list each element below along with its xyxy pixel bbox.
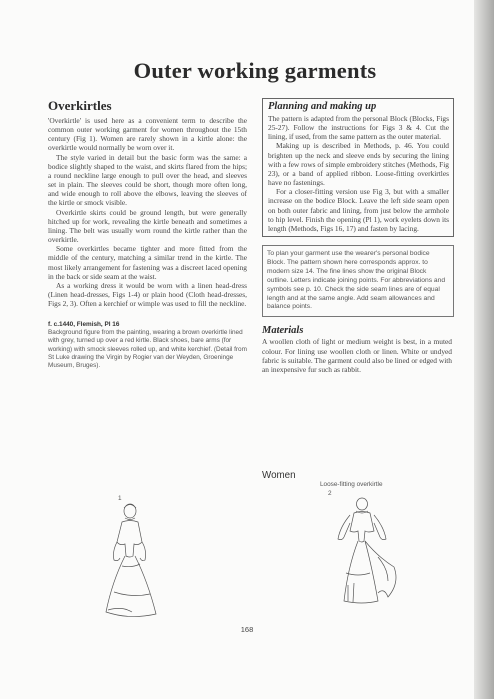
overkirtles-heading: Overkirtles (48, 98, 112, 113)
figure-2-illustration (318, 497, 418, 605)
figure-caption (48, 321, 247, 370)
overkirtles-paragraph: Some overkirtles became tighter and more fitted from the middle of the century, matching a similar trend in the kirtle. The most likely arrangement for fastening was a discreet laced opening in the back or side seam at the waist. (48, 244, 247, 281)
materials-heading: Materials (262, 325, 304, 337)
page-edge-shadow (474, 0, 494, 699)
figure-2-label: Loose-fitting overkirtle (320, 481, 383, 488)
planning-paragraph: For a closer-fitting version use Fig 3, but with a smaller increase on the bodice Block. Leave the left side seam open on both outer fabric and lining, from just below the armhole to hip level. Finish the opening (Pl 1), work eyelets down its length (Methods, Figs 16, 17) and fasten by lacing. (268, 187, 449, 233)
materials-text: A woollen cloth of light or medium weight is best, in a muted colour. For lining use woollen cloth or linen. White or undyed fabric is suitable. The garment could also be lined or edged with an inexpensive fur such as rabbit. (262, 337, 452, 374)
caption-title: f. c.1440, Flemish, Pl 16 (48, 321, 120, 329)
page-title: Outer working garments (133, 58, 377, 83)
planning-box (262, 98, 454, 237)
left-column (48, 98, 247, 370)
overkirtles-paragraph: Overkirtle skirts could be ground length, but were generally hitched up for work, revealing the kirtle beneath and sometimes a lining. The belt was usually worn round the kirtle rather than the overkirtle. (48, 207, 247, 245)
overkirtles-paragraph: 'Overkirtle' is used here as a convenient term to describe the common outer working garment for women throughout the 15th century (Fig 1). Women are rarely shown in a kirtle alone: the overkirtle would normally be worn over it. (48, 116, 247, 153)
overkirtles-paragraph: The style varied in detail but the basic form was the same: a bodice slightly shaped to the waist, and skirts flared from the hips; a round neckline large enough to pull over the head, and sleeves set in plain. The sleeves could be short, though more often long, and wide enough to roll above the elbows, leaving the sleeves of the kirtle or smock visible. (48, 152, 247, 208)
planning-paragraph: The pattern is adapted from the personal Block (Blocks, Figs 25-27). Follow the instructions for Figs 3 & 4. Cut the lining, if used, from the same pattern as the outer material. (268, 114, 449, 142)
page-number: 168 (240, 625, 254, 634)
right-column (262, 98, 452, 374)
planning-paragraph: Making up is described in Methods, p. 46. You could brighten up the neck and sleeve ends by securing the lining with a few rows of simple embroidery stitches (Methods, Fig 23), or a band of applied ribbon. Loose-fitting overkirtles have no fastenings. (268, 141, 449, 188)
women-heading: Women (262, 470, 296, 481)
planning-heading: Planning and making up (268, 101, 377, 112)
overkirtles-paragraph: As a working dress it would be worn with a linen head-dress (Linen head-dresses, Figs 1-4) or plain hood (Cloth head-dresses, Figs 2, 3). Often a kerchief or wimple was used to fill the neckline. (48, 280, 247, 309)
figure-1-number: 1 (118, 495, 122, 502)
caption-text: Background figure from the painting, wearing a brown overkirtle lined with grey, turned up over a red kirtle. Black shoes, bare arms (for working) with smock sleeves rolled up, and white kerchief. (Detail from St Luke drawing the Virgin by Rogier van der Weyden, Groeninge Museum, Bruges). (48, 329, 247, 369)
figure-2-number: 2 (328, 490, 332, 497)
figure-1-illustration (92, 502, 172, 620)
pattern-note-box: To plan your garment use the wearer's personal bodice Block. The pattern shown here corresponds approx. to modern size 14. The fine lines show the original Block outline. Letters indicate joining points. For abbreviations and symbols see p. 10. Check the side seam lines are of equal length and at the same angle. Add seam allowances and balance points. (262, 245, 454, 317)
